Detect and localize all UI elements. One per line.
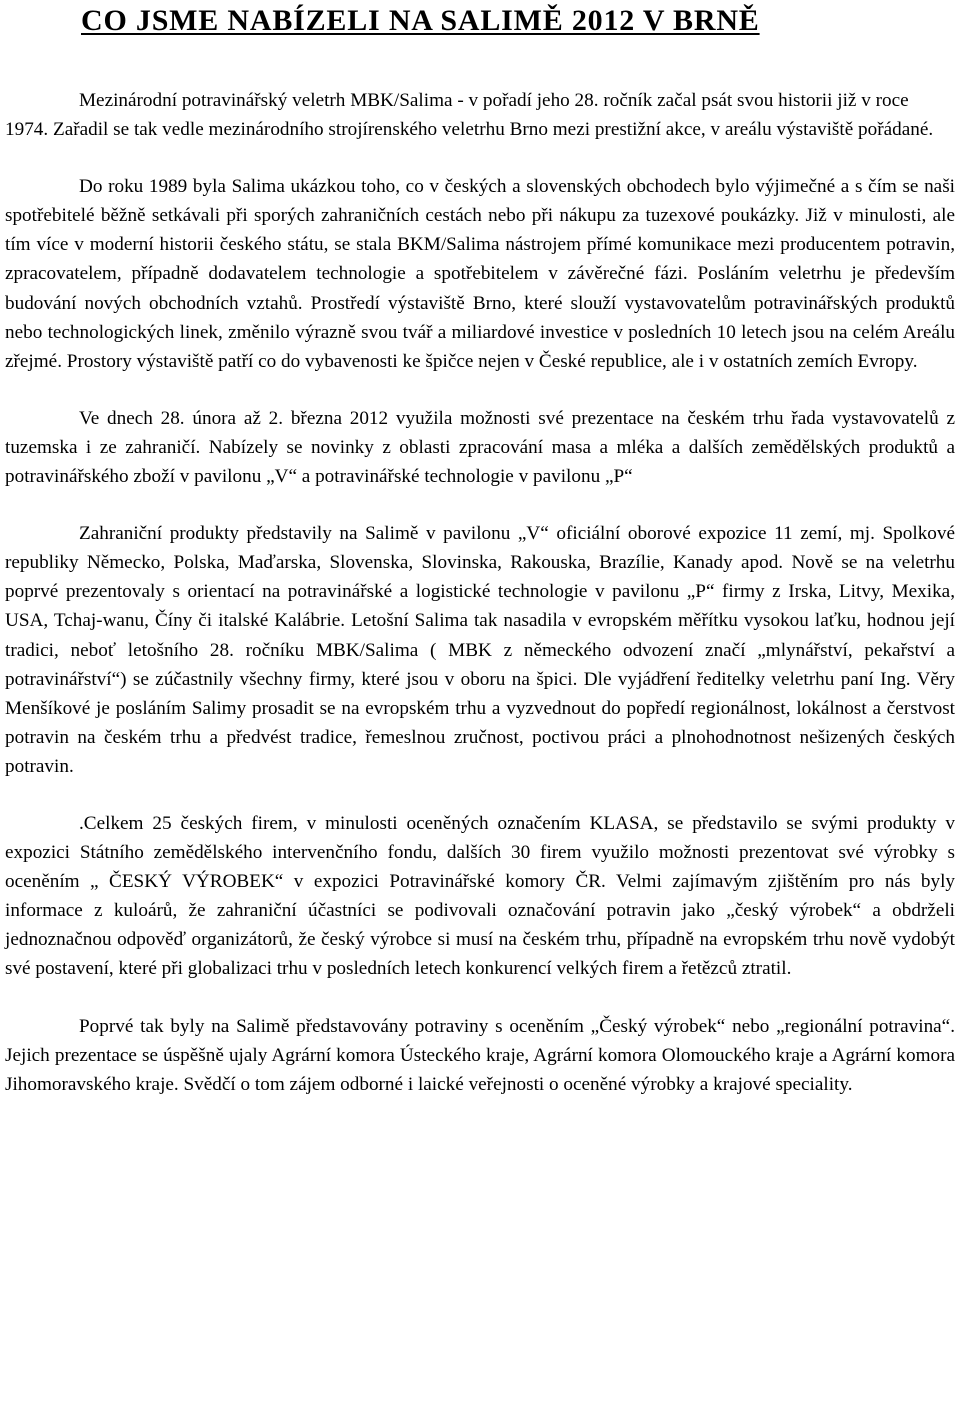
paragraph-history: Do roku 1989 byla Salima ukázkou toho, co v českých a slovenských obchodech bylo výjimečné a s čím se naši spotřebitelé běžně setkávali při sporých zahraničních cestách nebo při nákupu za tuzexové poukázky. Již v minulosti, ale tím více v moderní historii českého státu, se stala BKM/Salima nástrojem přímé komunikace mezi producentem potravin, zpracovatelem, případně dodavatelem technologie a spotřebitelem v závěrečné fázi. Posláním veletrhu je především budování nových obchodních vztahů. Prostředí výstaviště Brno, které slouží vystavovatelům potravinářských produktů nebo technologických linek, změnilo výrazně svou tvář a miliardové investice v posledních 10 letech jsou na celém Areálu zřejmé. Prostory výstaviště patří co do vybavenosti ke špičce nejen v České republice, ale i v ostatních zemích Evropy. — [5, 176, 955, 372]
paragraph-intro: Mezinárodní potravinářský veletrh MBK/Salima - v pořadí jeho 28. ročník začal psát svou historii již v roce 1974. Zařadil se tak vedle mezinárodního strojírenského veletrhu Brno mezi prestižní akce, v areálu výstaviště pořádané. — [5, 90, 934, 141]
page-title: CO JSME NABÍZELI NA SALIMĚ 2012 V BRNĚ — [81, 4, 760, 37]
paragraph-regional-food: Poprvé tak byly na Salimě představovány potraviny s oceněním „Český výrobek“ nebo „regionální potravina“. Jejich prezentace se úspěšně ujaly Agrární komora Ústeckého kraje, Agrární komora Olomouckého kraje a Agrární komora Jihomoravského kraje. Svědčí o tom zájem odborné i laické veřejnosti o oceněné výrobky a krajové speciality. — [5, 1015, 955, 1095]
paragraph-dates: Ve dnech 28. února až 2. března 2012 využila možnosti své prezentace na českém trhu řada vystavovatelů z tuzemska i ze zahraničí. Nabízely se novinky z oblasti zpracování masa a mléka a dalších zemědělských produktů a potravinářského zboží v pavilonu „V“ a potravinářské technologie v pavilonu „P“ — [5, 407, 955, 488]
document-page — [5, 0, 955, 1099]
paragraph-foreign-products: Zahraniční produkty představily na Salimě v pavilonu „V“ oficiální oborové expozice 11 zemí, mj. Spolkové republiky Německo, Polska, Maďarska, Slovenska, Slovinska, Rakouska, Brazílie, Kanady apod. Nově se na veletrhu poprvé prezentovaly s orientací na potravinářské a logistické technologie v pavilonu „P“ firmy z Irska, Litvy, Mexika, USA, Tchaj-wanu, Číny či italské Kalábrie. Letošní Salima tak nasadila v evropském měřítku vysokou laťku, hodnou její tradici, neboť letošního 28. ročníku MBK/Salima ( MBK z německého odvození značí „mlynářství, pekařství a potravinářství“) se zúčastnily všechny firmy, které jsou v oboru na špici. Dle vyjádření ředitelky veletrhu paní Ing. Věry Menšíkové je posláním Salimy prosadit se na evropském trhu a vyzvednout do popředí regionálnost, lokálnost a čerstvost potravin na českém trhu a předvést tradice, řemeslnou zručnost, poctivou práci a plnohodnotnost nešizených českých potravin. — [5, 523, 955, 777]
paragraph-czech-firms: .Celkem 25 českých firem, v minulosti oceněných označením KLASA, se představilo se svými produkty v expozici Státního zemědělského intervenčního fondu, dalších 30 firem využilo možnosti prezentovat své výrobky s oceněním „ ČESKÝ VÝROBEK“ v expozici Potravinářské komory ČR. Velmi zajímavým zjištěním pro nás byly informace z kuloárů, že zahraniční účastníci se podivovali označování potravin jako „český výrobek“ a obdrželi jednoznačnou odpověď organizátorů, že český výrobce si musí na českém trhu, případně na evropském trhu nově vydobýt své postavení, které při globalizaci trhu v posledních letech konkurencí velkých firem a řetězců ztratil. — [5, 812, 955, 980]
